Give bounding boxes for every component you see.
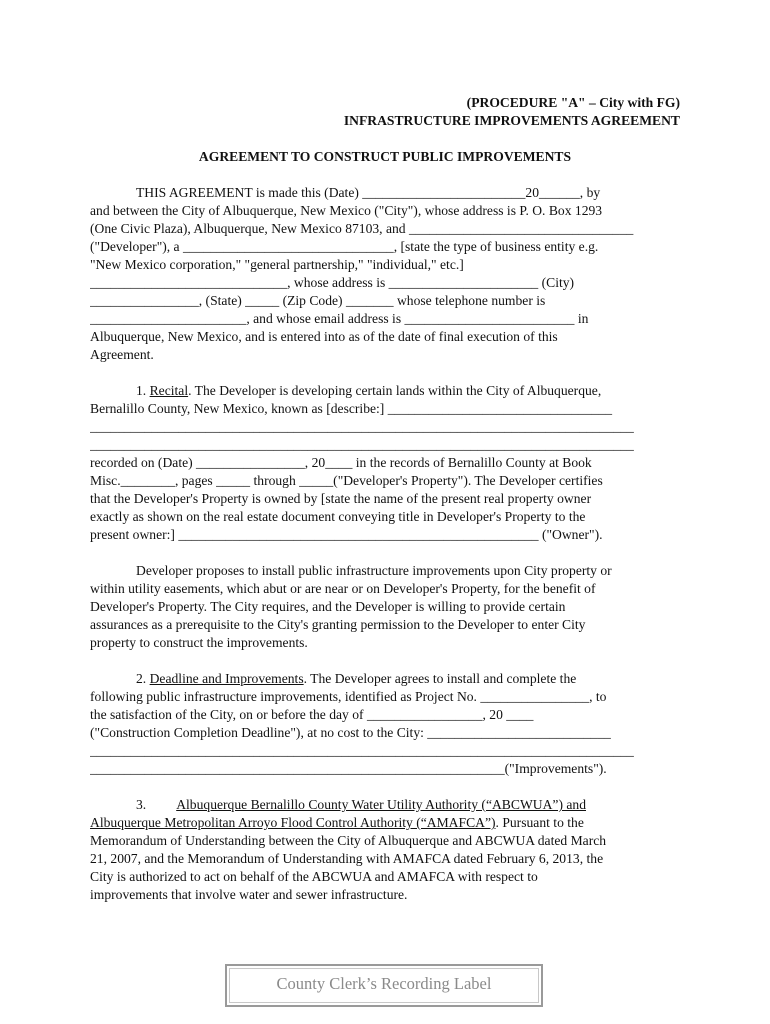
intro-line: THIS AGREEMENT is made this (Date) ________________________20______, by [136,185,601,200]
abcwua-line: improvements that involve water and sewer infrastructure. [90,887,408,902]
deadline-line: ("Construction Completion Deadline"), at no cost to the City: ___________________________ [90,725,611,740]
intro-line: (One Civic Plaza), Albuquerque, New Mexico 87103, and _________________________________ [90,221,634,236]
deadline-line: ________________________________________________________________________________ [90,743,634,758]
intro-line: Agreement. [90,347,154,362]
intro-line: ("Developer"), a _______________________________, [state the type of business entity e.g. [90,239,599,254]
recital-line: Misc.________, pages _____ through _____("Developer's Property"). The Developer certifies [90,473,603,488]
abcwua-number: 3. [136,797,147,812]
recital-line: present owner:] _____________________________________________________ ("Owner"). [90,527,603,542]
abcwua-second-line [90,814,680,832]
document-title: INFRASTRUCTURE IMPROVEMENTS AGREEMENT [343,113,680,128]
proposal-line: assurances as a prerequisite to the City's granting permission to the Developer to enter City [90,617,586,632]
abcwua-line: Memorandum of Understanding between the City of Albuquerque and ABCWUA dated March [90,833,607,848]
recital-line: ________________________________________________________________________________ [90,437,634,452]
intro-line: _____________________________, whose address is ______________________ (City) [90,275,575,290]
abcwua-heading-line1: Albuquerque Bernalillo County Water Utility Authority (“ABCWUA”) and [176,797,586,812]
recital-line: ________________________________________________________________________________ [90,419,634,434]
deadline-line: _____________________________________________________________("Improvements"). [90,761,607,776]
recording-label-box [225,964,543,1007]
recital-number: 1. [136,383,147,398]
abcwua-line: City is authorized to act on behalf of the ABCWUA and AMAFCA with respect to [90,869,538,884]
recital-first-line [90,382,680,400]
recital-heading: Recital [149,383,189,398]
deadline-line: following public infrastructure improvements, identified as Project No. ________________, to [90,689,607,704]
document-subtitle: AGREEMENT TO CONSTRUCT PUBLIC IMPROVEMENTS [198,149,572,164]
proposal-line: property to construct the improvements. [90,635,308,650]
abcwua-first-line [90,796,680,814]
abcwua-line: 21, 2007, and the Memorandum of Understanding with AMAFCA dated February 6, 2013, the [90,851,604,866]
recital-line: Bernalillo County, New Mexico, known as [describe:] _________________________________ [90,401,613,416]
recital-line: exactly as shown on the real estate document conveying title in Developer's Property to the [90,509,586,524]
proposal-line: Developer proposes to install public infrastructure improvements upon City property or [136,563,612,578]
intro-line: and between the City of Albuquerque, New Mexico ("City"), whose address is P. O. Box 1293 [90,203,603,218]
deadline-line: the satisfaction of the City, on or before the day of _________________, 20 ____ [90,707,534,722]
intro-line: "New Mexico corporation," "general partnership," "individual," etc.] [90,257,464,272]
procedure-line: (PROCEDURE "A" – City with FG) [466,95,680,110]
intro-line: ________________, (State) _____ (Zip Code) _______ whose telephone number is [90,293,546,308]
deadline-first-line-rest: . The Developer agrees to install and complete the [303,671,577,686]
recital-first-line-rest: . The Developer is developing certain lands within the City of Albuquerque, [188,383,602,398]
proposal-line: Developer's Property. The City requires, and the Developer is willing to provide certain [90,599,566,614]
proposal-line: within utility easements, which abut or are near or on Developer's Property, for the benefit of [90,581,596,596]
intro-line: _______________________, and whose email address is _________________________ in [90,311,589,326]
recital-line: that the Developer's Property is owned by [state the name of the present real property owner [90,491,592,506]
intro-line: Albuquerque, New Mexico, and is entered into as of the date of final execution of this [90,329,558,344]
recital-line: recorded on (Date) ________________, 20____ in the records of Bernalillo County at Book [90,455,592,470]
deadline-first-line [90,670,680,688]
deadline-heading: Deadline and Improvements [149,671,304,686]
recording-label-text: County Clerk’s Recording Label [276,974,492,993]
abcwua-heading-line2-rest: . Pursuant to the [495,815,584,830]
abcwua-heading-line2: Albuquerque Metropolitan Arroyo Flood Control Authority (“AMAFCA”) [90,815,496,830]
deadline-number: 2. [136,671,147,686]
